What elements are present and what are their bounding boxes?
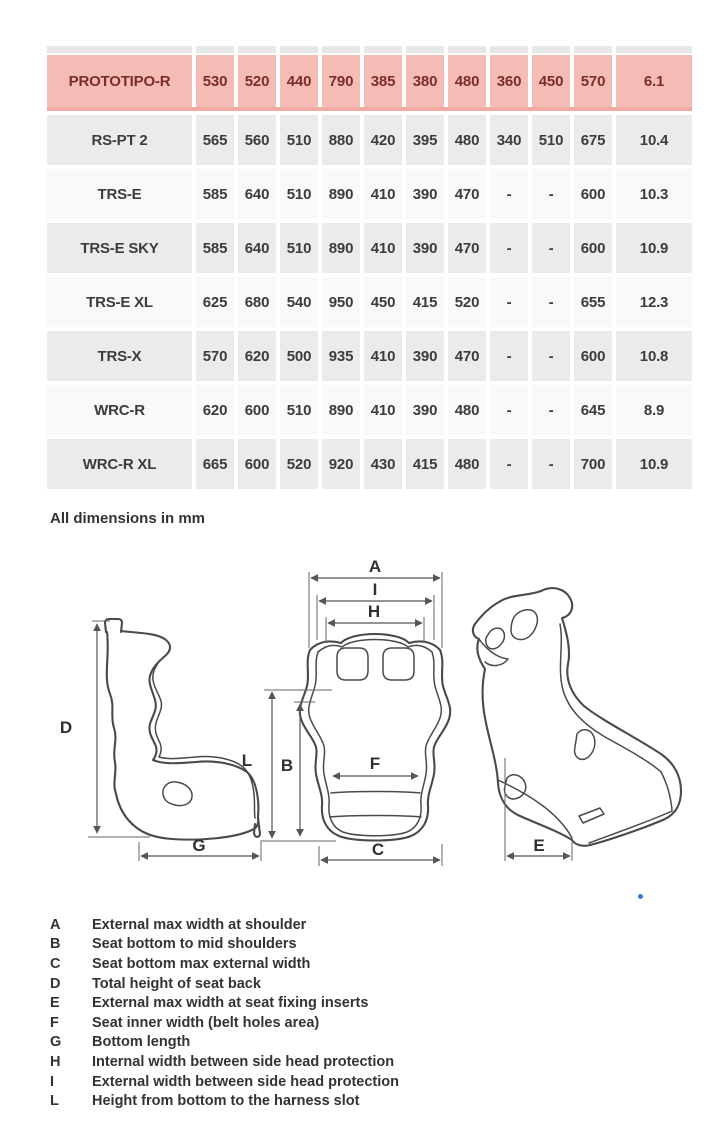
legend-key: E (50, 995, 60, 1012)
value-cell: 600 (574, 223, 612, 273)
legend-item (50, 1013, 399, 1033)
value-cell: - (490, 169, 528, 219)
dim-label-d: D (59, 718, 73, 737)
legend-key: B (50, 936, 61, 953)
value-cell: 480 (448, 439, 486, 489)
value-cell: 950 (322, 277, 360, 327)
cropped-header-cell (364, 46, 402, 53)
legend-description: External max width at shoulder (92, 916, 307, 933)
cropped-header-cell (490, 46, 528, 53)
table-row (47, 331, 692, 381)
value-cell: 360 (490, 55, 528, 107)
value-cell: 10.8 (616, 331, 692, 381)
legend-key: A (50, 916, 61, 933)
value-cell: 470 (448, 169, 486, 219)
value-cell: - (490, 277, 528, 327)
value-cell: 8.9 (616, 385, 692, 435)
dimensions-table (47, 46, 692, 493)
value-cell: 420 (364, 115, 402, 165)
value-cell: 570 (574, 55, 612, 107)
value-cell: - (490, 331, 528, 381)
value-cell: 410 (364, 385, 402, 435)
value-cell: 380 (406, 55, 444, 107)
value-cell: - (490, 223, 528, 273)
value-cell: 640 (238, 169, 276, 219)
value-cell: 10.4 (616, 115, 692, 165)
value-cell: 620 (196, 385, 234, 435)
value-cell: 920 (322, 439, 360, 489)
blue-dot (638, 894, 643, 899)
legend-item (50, 993, 399, 1013)
table-row (47, 223, 692, 273)
dim-label-a: A (368, 557, 382, 576)
value-cell: 520 (238, 55, 276, 107)
value-cell: 450 (364, 277, 402, 327)
legend-description: Bottom length (92, 1034, 191, 1051)
cropped-header-cell (322, 46, 360, 53)
legend-key: H (50, 1053, 61, 1070)
value-cell: - (532, 223, 570, 273)
value-cell: 620 (238, 331, 276, 381)
value-cell: 440 (280, 55, 318, 107)
dim-label-c: C (371, 840, 385, 859)
dim-label-f: F (369, 754, 381, 773)
value-cell: 625 (196, 277, 234, 327)
dim-label-l: L (241, 751, 253, 770)
value-cell: 600 (238, 385, 276, 435)
model-cell: WRC-R (47, 385, 192, 435)
value-cell: 570 (196, 331, 234, 381)
value-cell: 645 (574, 385, 612, 435)
legend-key: L (50, 1093, 59, 1110)
value-cell: - (532, 169, 570, 219)
value-cell: 390 (406, 223, 444, 273)
value-cell: 520 (448, 277, 486, 327)
value-cell: 450 (532, 55, 570, 107)
value-cell: 935 (322, 331, 360, 381)
value-cell: 890 (322, 169, 360, 219)
value-cell: - (532, 331, 570, 381)
legend-key: C (50, 955, 61, 972)
value-cell: 890 (322, 223, 360, 273)
dimensions-note: All dimensions in mm (50, 510, 206, 527)
seat-side-view (60, 619, 261, 861)
value-cell: - (532, 439, 570, 489)
legend-item (50, 1091, 399, 1111)
model-cell: TRS-E SKY (47, 223, 192, 273)
legend-description: Height from bottom to the harness slot (92, 1093, 360, 1110)
table-row (47, 55, 692, 107)
value-cell: 415 (406, 439, 444, 489)
dim-label-g: G (192, 836, 206, 855)
value-cell: 530 (196, 55, 234, 107)
value-cell: 700 (574, 439, 612, 489)
legend-item (50, 954, 399, 974)
model-cell: RS-PT 2 (47, 115, 192, 165)
legend-description: Seat bottom to mid shoulders (92, 936, 297, 953)
value-cell: 500 (280, 331, 318, 381)
dim-label-i: I (372, 580, 378, 599)
value-cell: 390 (406, 169, 444, 219)
value-cell: 640 (238, 223, 276, 273)
legend-key: D (50, 975, 61, 992)
value-cell: 480 (448, 55, 486, 107)
value-cell: - (532, 385, 570, 435)
value-cell: 12.3 (616, 277, 692, 327)
value-cell: 480 (448, 115, 486, 165)
value-cell: 540 (280, 277, 318, 327)
legend-item (50, 935, 399, 955)
cropped-header-cell (406, 46, 444, 53)
table-row (47, 439, 692, 489)
value-cell: 470 (448, 331, 486, 381)
cropped-header-cell (238, 46, 276, 53)
value-cell: 410 (364, 223, 402, 273)
seat-technical-diagram (55, 548, 700, 910)
value-cell: 520 (280, 439, 318, 489)
value-cell: 415 (406, 277, 444, 327)
cropped-header-cell (196, 46, 234, 53)
model-cell: TRS-X (47, 331, 192, 381)
table-row (47, 385, 692, 435)
legend-description: Seat inner width (belt holes area) (92, 1014, 320, 1031)
value-cell: 340 (490, 115, 528, 165)
legend-item (50, 1033, 399, 1053)
cropped-header-cell (280, 46, 318, 53)
cropped-header-cell (574, 46, 612, 53)
legend-description: Total height of seat back (92, 975, 261, 992)
value-cell: 430 (364, 439, 402, 489)
dim-label-e: E (533, 836, 545, 855)
legend-list (50, 915, 399, 1111)
value-cell: 565 (196, 115, 234, 165)
value-cell: 600 (238, 439, 276, 489)
legend-item (50, 1072, 399, 1092)
legend-key: F (50, 1014, 59, 1031)
model-cell: PROTOTIPO-R (47, 55, 192, 107)
highlight-row-shadow (47, 107, 692, 111)
table-cropped-header-row (47, 46, 692, 53)
table-row (47, 169, 692, 219)
dimension-legend (50, 915, 399, 1111)
dim-label-b: B (280, 756, 294, 775)
dim-label-h: H (367, 602, 381, 621)
value-cell: 890 (322, 385, 360, 435)
value-cell: 10.9 (616, 223, 692, 273)
value-cell: 410 (364, 331, 402, 381)
table-row (47, 115, 692, 165)
cropped-header-cell (616, 46, 692, 53)
seat-perspective-view (473, 588, 681, 861)
legend-description: Internal width between side head protection (92, 1053, 395, 1070)
value-cell: 510 (280, 385, 318, 435)
model-cell: TRS-E (47, 169, 192, 219)
value-cell: 470 (448, 223, 486, 273)
value-cell: 390 (406, 331, 444, 381)
value-cell: - (490, 385, 528, 435)
legend-description: External width between side head protection (92, 1073, 399, 1090)
legend-description: External max width at seat fixing inserts (92, 995, 369, 1012)
value-cell: 600 (574, 169, 612, 219)
value-cell: 665 (196, 439, 234, 489)
seat-front-view (262, 557, 450, 866)
value-cell: 395 (406, 115, 444, 165)
legend-item (50, 915, 399, 935)
value-cell: 880 (322, 115, 360, 165)
cropped-header-cell (47, 46, 192, 53)
value-cell: 510 (280, 223, 318, 273)
legend-key: I (50, 1073, 55, 1090)
value-cell: 510 (532, 115, 570, 165)
legend-item (50, 1052, 399, 1072)
value-cell: - (490, 439, 528, 489)
value-cell: 585 (196, 223, 234, 273)
value-cell: 680 (238, 277, 276, 327)
value-cell: 385 (364, 55, 402, 107)
value-cell: 600 (574, 331, 612, 381)
legend-item (50, 974, 399, 994)
value-cell: 480 (448, 385, 486, 435)
value-cell: 410 (364, 169, 402, 219)
value-cell: 675 (574, 115, 612, 165)
value-cell: 10.9 (616, 439, 692, 489)
spec-table-rows (47, 55, 692, 489)
value-cell: - (532, 277, 570, 327)
value-cell: 510 (280, 169, 318, 219)
legend-description: Seat bottom max external width (92, 955, 311, 972)
value-cell: 790 (322, 55, 360, 107)
model-cell: TRS-E XL (47, 277, 192, 327)
cropped-header-cell (532, 46, 570, 53)
legend-key: G (50, 1034, 62, 1051)
value-cell: 390 (406, 385, 444, 435)
value-cell: 655 (574, 277, 612, 327)
value-cell: 6.1 (616, 55, 692, 107)
value-cell: 585 (196, 169, 234, 219)
table-row (47, 277, 692, 327)
value-cell: 560 (238, 115, 276, 165)
value-cell: 10.3 (616, 169, 692, 219)
value-cell: 510 (280, 115, 318, 165)
model-cell: WRC-R XL (47, 439, 192, 489)
cropped-header-cell (448, 46, 486, 53)
